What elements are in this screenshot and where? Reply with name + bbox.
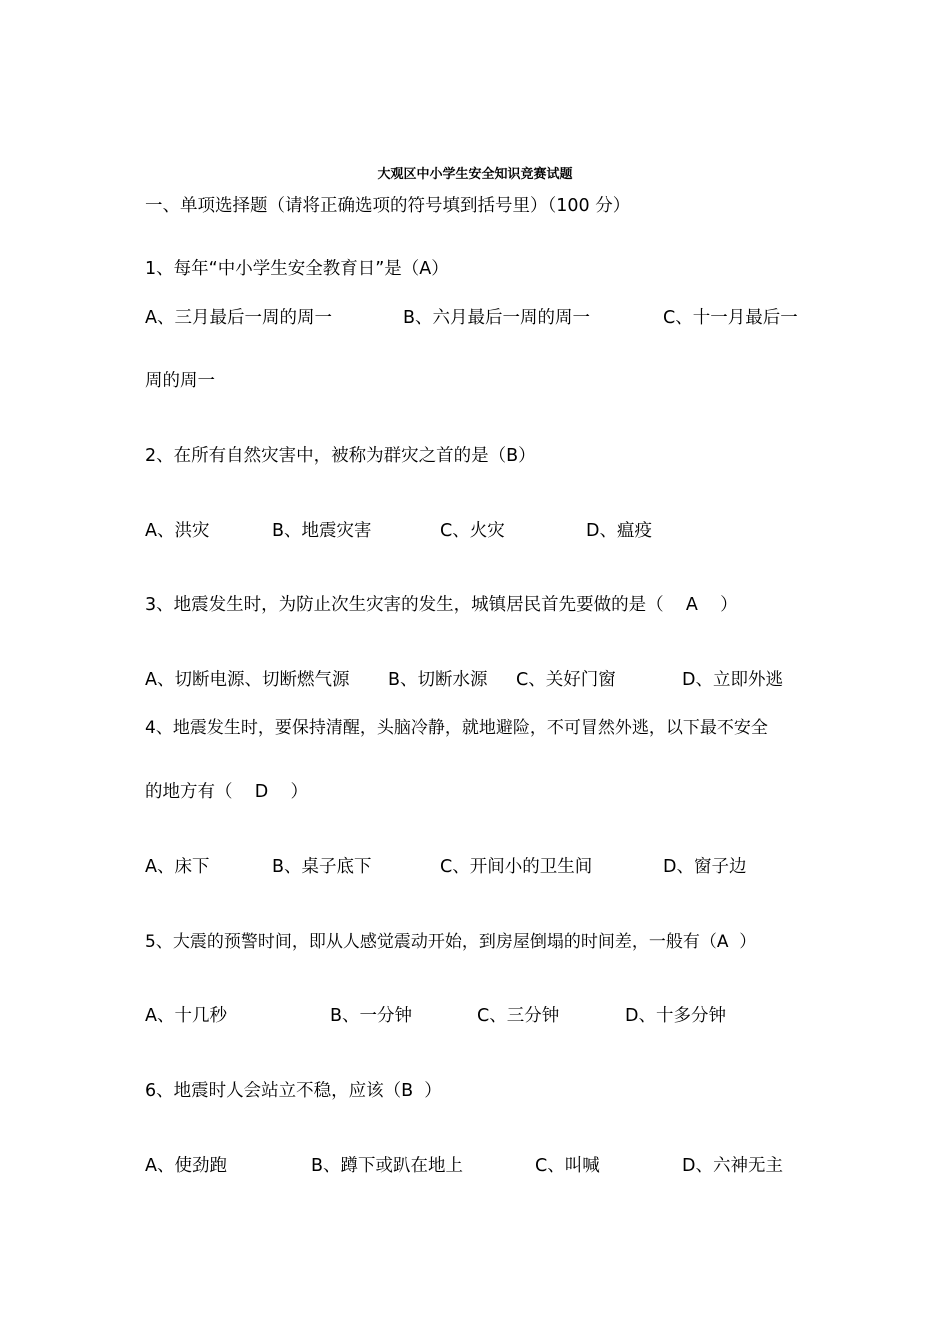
section-heading: 一、单项选择题（请将正确选项的符号填到括号里）（100 分）	[145, 196, 631, 216]
question-6-stem: 6、地震时人会站立不稳，应该（B ）	[145, 1081, 442, 1101]
q6-option-c: C、叫喊	[535, 1156, 600, 1176]
question-2-stem: 2、在所有自然灾害中，被称为群灾之首的是（B）	[145, 446, 536, 466]
q1-option-c-continued: 周的周一	[145, 371, 215, 391]
q2-option-a: A、洪灾	[145, 521, 210, 541]
question-3-stem: 3、地震发生时，为防止次生灾害的发生，城镇居民首先要做的是（ A ）	[145, 595, 738, 615]
question-5-stem: 5、大震的预警时间，即从人感觉震动开始，到房屋倒塌的时间差，一般有（A ）	[145, 932, 757, 952]
q3-option-a: A、切断电源、切断燃气源	[145, 670, 350, 690]
q3-option-d: D、立即外逃	[682, 670, 783, 690]
q3-option-b: B、切断水源	[388, 670, 488, 690]
q4-option-c: C、开间小的卫生间	[440, 857, 593, 877]
q6-option-d: D、六神无主	[682, 1156, 783, 1176]
question-4-stem-continued: 的地方有（ D ）	[145, 782, 308, 802]
q2-option-d: D、瘟疫	[586, 521, 652, 541]
q5-option-a: A、十几秒	[145, 1006, 227, 1026]
q3-option-c: C、关好门窗	[516, 670, 616, 690]
q4-option-d: D、窗子边	[663, 857, 747, 877]
q5-option-c: C、三分钟	[477, 1006, 560, 1026]
q4-option-b: B、桌子底下	[272, 857, 372, 877]
question-4-stem: 4、地震发生时，要保持清醒，头脑冷静，就地避险，不可冒然外逃，以下最不安全	[145, 718, 768, 738]
q6-option-b: B、蹲下或趴在地上	[311, 1156, 464, 1176]
q5-option-b: B、一分钟	[330, 1006, 413, 1026]
q1-option-a: A、三月最后一周的周一	[145, 308, 332, 328]
q4-option-a: A、床下	[145, 857, 210, 877]
document-title: 大观区中小学生安全知识竞赛试题	[377, 167, 573, 182]
q1-option-c: C、十一月最后一	[663, 308, 798, 328]
q1-option-b: B、六月最后一周的周一	[403, 308, 591, 328]
q6-option-a: A、使劲跑	[145, 1156, 227, 1176]
q5-option-d: D、十多分钟	[625, 1006, 726, 1026]
q2-option-c: C、火灾	[440, 521, 505, 541]
q2-option-b: B、地震灾害	[272, 521, 372, 541]
question-1-stem: 1、每年“中小学生安全教育日”是（A）	[145, 259, 449, 279]
